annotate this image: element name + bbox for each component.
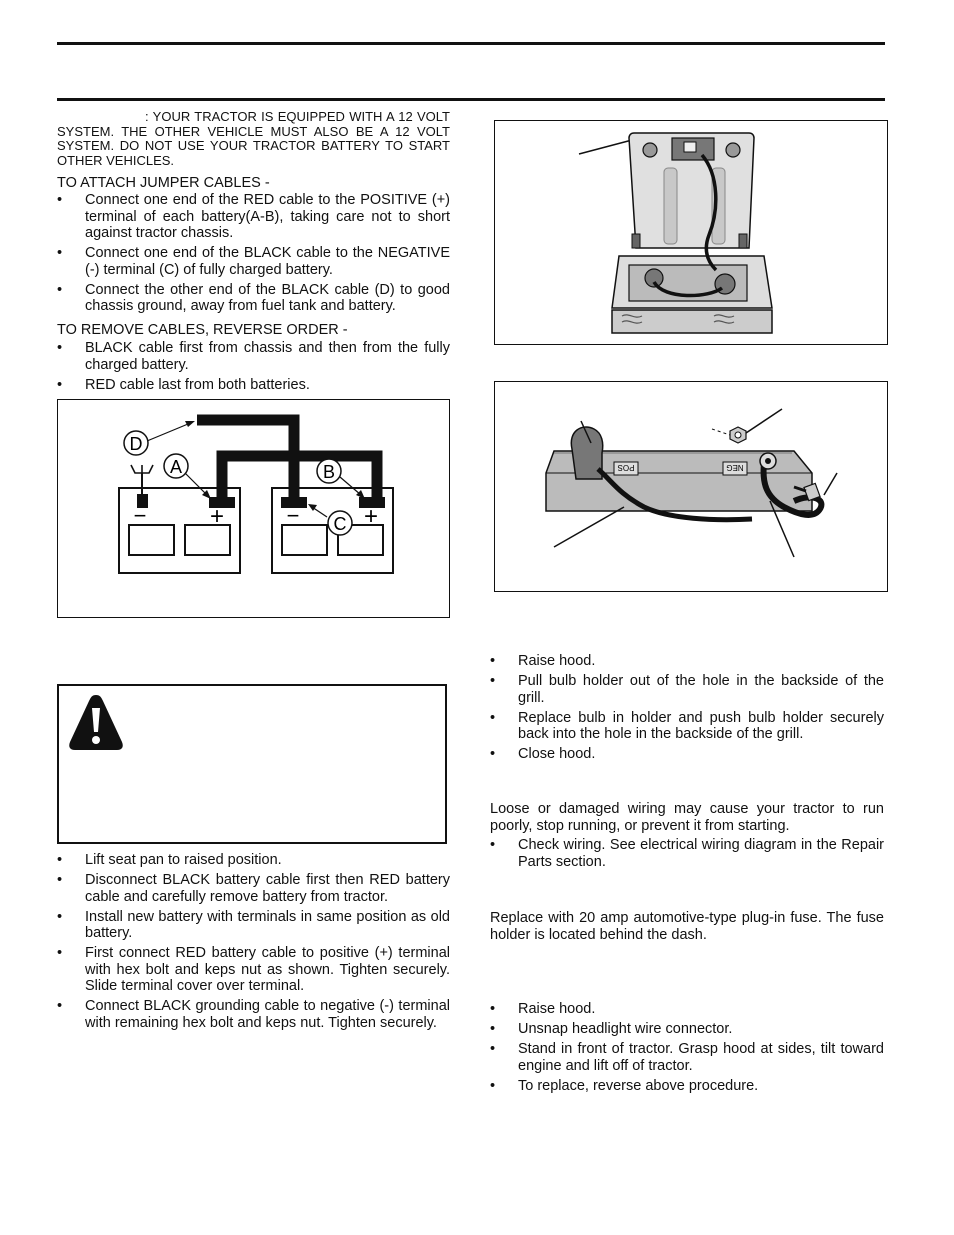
bullet-icon: • <box>490 653 496 669</box>
plus-sign: + <box>363 502 378 530</box>
bullet-icon: • <box>57 376 63 393</box>
list-item: • Pull bulb holder out of the hole in the backside of the grill. <box>490 673 884 706</box>
bullet-icon: • <box>57 908 63 925</box>
bullet-icon: • <box>490 1021 496 1037</box>
battery-terminal-drawing <box>494 381 888 592</box>
jumper-cable-drawing <box>57 399 450 618</box>
list-item: • Check wiring. See electrical wiring diagram in the Repair Parts section. <box>490 837 884 870</box>
list-item: • Connect one end of the BLACK cable to the NEGATIVE (-) terminal (C) of fully charged battery. <box>57 245 450 278</box>
label-a: A <box>169 456 182 477</box>
list-item: • BLACK cable first from chassis and then from the fully charged battery. <box>57 340 450 373</box>
list-item: • Connect BLACK grounding cable to negative (-) terminal with remaining hex bolt and keps nut. Tighten securely. <box>57 998 450 1031</box>
bullet-icon: • <box>490 673 496 689</box>
minus-sign: − <box>286 502 299 528</box>
headlight-steps <box>490 653 884 766</box>
bullet-icon: • <box>57 192 63 208</box>
minus-sign: − <box>133 502 146 528</box>
bullet-icon: • <box>490 1041 496 1057</box>
bullet-icon: • <box>490 837 496 853</box>
list-item: • Unsnap headlight wire connector. <box>490 1021 733 1037</box>
list-item: • Raise hood. <box>490 1001 596 1017</box>
warning-icon <box>67 692 125 752</box>
attach-steps <box>57 192 450 318</box>
remove-heading: TO REMOVE CABLES, REVERSE ORDER - <box>57 322 348 338</box>
list-item: • Install new battery with terminals in same position as old battery. <box>57 908 450 941</box>
neg-label: NEG <box>725 462 744 472</box>
fuse-text: Replace with 20 amp automotive-type plug-in fuse. The fuse holder is located behind the dash. <box>490 910 884 943</box>
bullet-icon: • <box>490 746 496 762</box>
remove-steps <box>57 340 450 397</box>
list-item: • Replace bulb in holder and push bulb holder securely back into the hole in the backside of the grill. <box>490 709 884 742</box>
bullet-icon: • <box>490 1077 496 1094</box>
section-rule <box>57 98 885 101</box>
jumper-cable-diagram <box>57 399 450 618</box>
bullet-icon: • <box>57 852 63 868</box>
battery-compartment-figure <box>494 120 888 345</box>
bullet-icon: • <box>57 945 63 961</box>
list-item: • Connect one end of the RED cable to the POSITIVE (+) terminal of each battery(A-B), taking care not to short against tractor chassis. <box>57 192 450 241</box>
list-item: • To replace, reverse above procedure. <box>490 1077 759 1094</box>
top-rule <box>57 42 885 45</box>
label-d: D <box>129 433 142 454</box>
list-item: • Close hood. <box>490 746 596 762</box>
wiring-steps <box>490 837 884 874</box>
battery-replace-steps <box>57 852 450 1035</box>
hood-removal-steps <box>490 1001 884 1098</box>
jump-start-note: : YOUR TRACTOR IS EQUIPPED WITH A 12 VOLT SYSTEM. THE OTHER VEHICLE MUST ALSO BE A 12 VOLT SYSTEM. DO NOT USE YOUR TRACTOR BATTERY TO START OTHER VEHICLES. <box>57 109 450 168</box>
list-item: • First connect RED battery cable to positive (+) terminal with hex bolt and keps nut as shown. Tighten securely. Slide terminal cover over terminal. <box>57 945 450 994</box>
list-item: • Lift seat pan to raised position. <box>57 852 282 868</box>
bullet-icon: • <box>490 709 496 726</box>
list-item: • Connect the other end of the BLACK cable (D) to good chassis ground, away from fuel tank and battery. <box>57 281 450 314</box>
bullet-icon: • <box>57 340 63 356</box>
warning-box <box>57 684 447 844</box>
battery-compartment-drawing <box>494 120 888 345</box>
bullet-icon: • <box>57 245 63 261</box>
wiring-text: Loose or damaged wiring may cause your tractor to run poorly, stop running, or prevent it from starting. <box>490 801 884 834</box>
bullet-icon: • <box>490 1001 496 1017</box>
bullet-icon: • <box>57 998 63 1014</box>
pos-label: POS <box>617 462 634 472</box>
attach-heading: TO ATTACH JUMPER CABLES - <box>57 175 270 191</box>
list-item: • Disconnect BLACK battery cable first then RED battery cable and carefully remove battery from tractor. <box>57 872 450 905</box>
list-item: • Stand in front of tractor. Grasp hood at sides, tilt toward engine and lift off of tractor. <box>490 1041 884 1074</box>
bullet-icon: • <box>57 872 63 888</box>
battery-terminal-figure <box>494 381 888 592</box>
label-b: B <box>322 461 335 482</box>
label-c: C <box>333 513 346 534</box>
list-item: • RED cable last from both batteries. <box>57 376 310 393</box>
list-item: • Raise hood. <box>490 653 596 669</box>
plus-sign: + <box>209 502 224 530</box>
bullet-icon: • <box>57 281 63 298</box>
